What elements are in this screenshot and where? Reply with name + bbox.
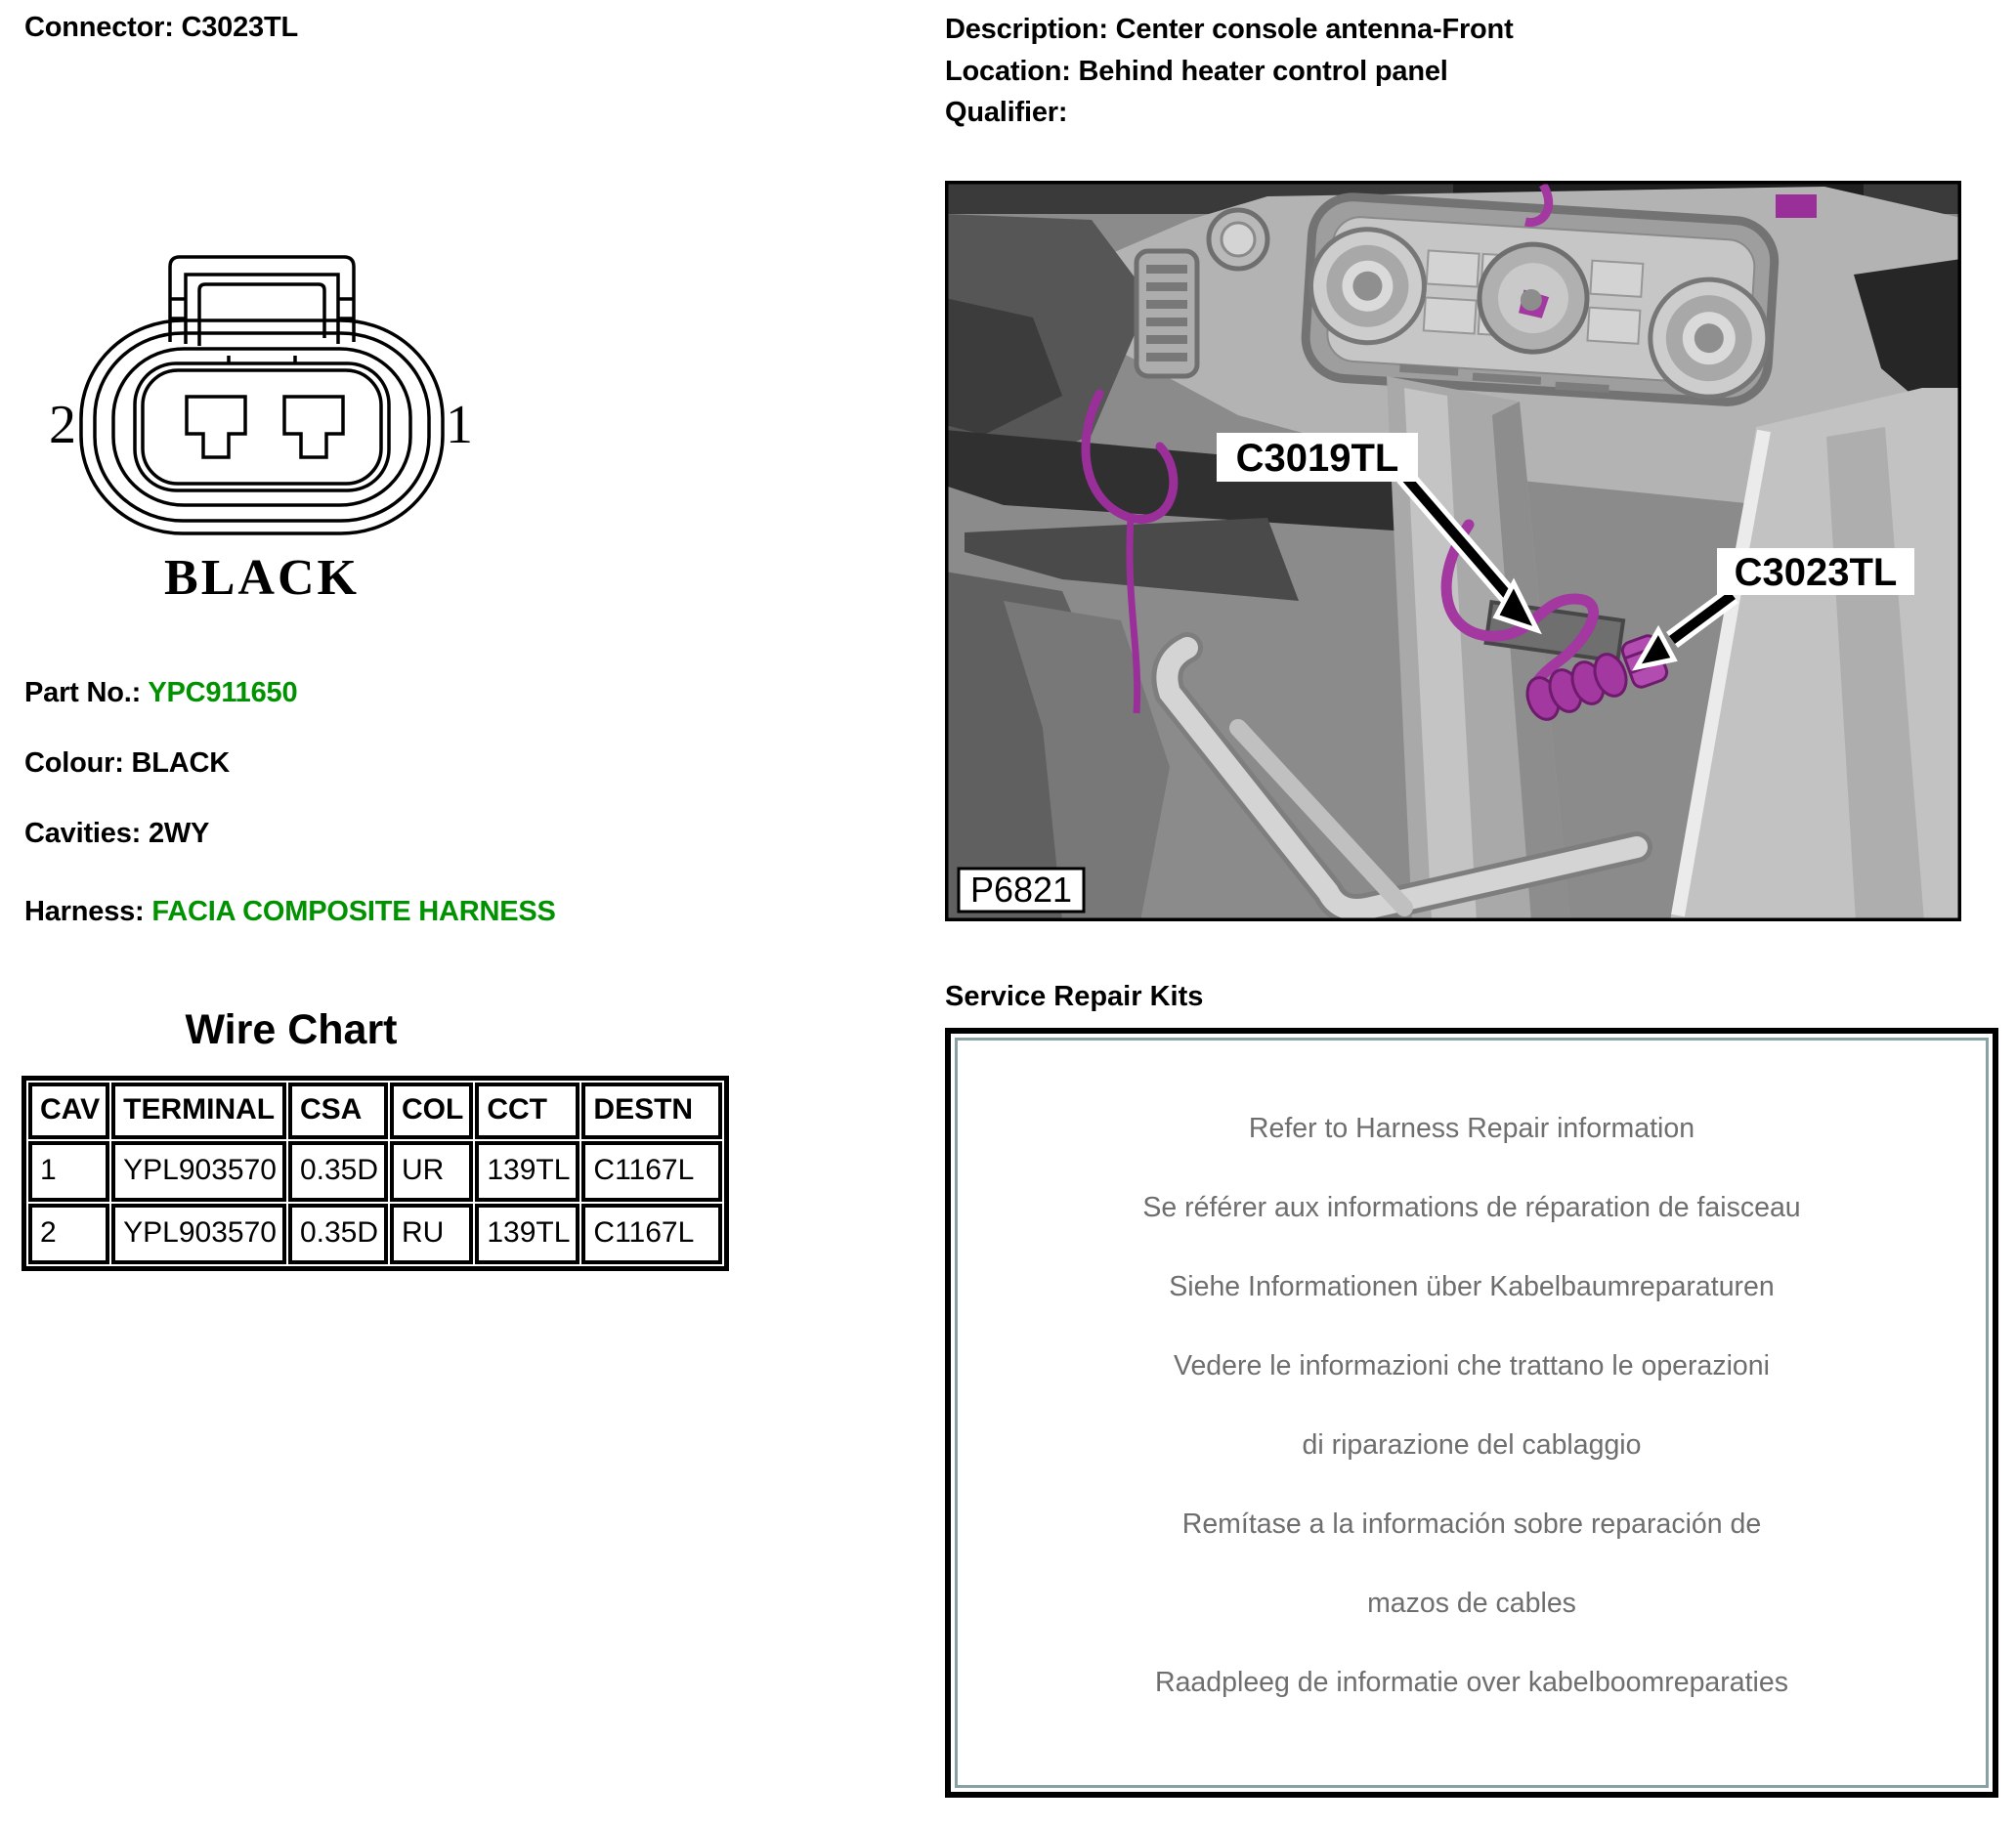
detail-colour	[24, 747, 230, 780]
detail-harness	[24, 896, 556, 928]
cavities-label: Cavities:	[24, 818, 142, 849]
service-line-it-1: Vedere le informazioni che trattano le operazioni	[1174, 1350, 1770, 1381]
service-repair-kits-box	[945, 1028, 1998, 1798]
part-no-value: YPC911650	[148, 677, 298, 708]
cell-cav: 1	[28, 1141, 109, 1202]
service-repair-kits-inner-border	[955, 1038, 1989, 1788]
col-header-csa: CSA	[288, 1083, 388, 1139]
heater-control-panel	[1304, 194, 1777, 404]
colour-label: Colour:	[24, 747, 124, 779]
side-vent	[1137, 251, 1197, 376]
cell-destn: C1167L	[581, 1141, 722, 1202]
cell-csa: 0.35D	[288, 1204, 388, 1264]
wire-chart-header-row	[28, 1083, 722, 1139]
cavities-value: 2WY	[148, 818, 210, 849]
wire-chart-table	[21, 1076, 729, 1271]
cell-terminal: YPL903570	[111, 1141, 286, 1202]
cell-cct: 139TL	[475, 1141, 579, 1202]
col-header-destn: DESTN	[581, 1083, 722, 1139]
service-repair-kits-title: Service Repair Kits	[945, 981, 1204, 1012]
harness-label: Harness:	[24, 896, 145, 927]
table-row	[28, 1141, 722, 1202]
cell-col: UR	[390, 1141, 473, 1202]
col-header-cav: CAV	[28, 1083, 109, 1139]
service-line-fr: Se référer aux informations de réparation de faisceau	[1142, 1192, 1801, 1223]
colour-value: BLACK	[131, 747, 231, 779]
service-line-de: Siehe Informationen über Kabelbaumreparaturen	[1169, 1271, 1775, 1302]
wire-chart-title: Wire Chart	[185, 1006, 398, 1053]
harness-value: FACIA COMPOSITE HARNESS	[151, 896, 556, 927]
connector-color-label: BLACK	[164, 550, 360, 606]
callout-c3019tl-label: C3019TL	[1235, 437, 1399, 480]
detail-part-no	[24, 677, 297, 709]
figure-id-badge	[959, 869, 1084, 912]
part-no-label: Part No.:	[24, 677, 142, 708]
table-row	[28, 1204, 722, 1264]
callout-c3023tl-label: C3023TL	[1734, 551, 1898, 594]
location-line: Location: Behind heater control panel	[945, 56, 1448, 87]
pin-number-1: 1	[446, 395, 473, 455]
pin-number-2: 2	[49, 395, 76, 455]
service-line-es-2: mazos de cables	[1367, 1588, 1576, 1619]
service-line-nl: Raadpleeg de informatie over kabelboomreparaties	[1155, 1667, 1788, 1698]
connector-outline	[81, 257, 443, 533]
col-header-cct: CCT	[475, 1083, 579, 1139]
location-photo	[945, 181, 1961, 921]
cell-col: RU	[390, 1204, 473, 1264]
terminal-cavity-2	[187, 397, 245, 457]
service-line-it-2: di riparazione del cablaggio	[1302, 1429, 1642, 1461]
cell-csa: 0.35D	[288, 1141, 388, 1202]
connector-title: Connector: C3023TL	[24, 12, 298, 43]
cell-cav: 2	[28, 1204, 109, 1264]
terminal-cavity-1	[284, 397, 343, 457]
detail-cavities	[24, 818, 209, 850]
col-header-terminal: TERMINAL	[111, 1083, 286, 1139]
figure-id-label: P6821	[969, 870, 1073, 910]
service-repair-kits-lines	[958, 1089, 1986, 1722]
qualifier-line: Qualifier:	[945, 97, 1068, 128]
service-line-en: Refer to Harness Repair information	[1248, 1113, 1695, 1144]
cell-terminal: YPL903570	[111, 1204, 286, 1264]
round-button	[1209, 210, 1267, 269]
description-line: Description: Center console antenna-Front	[945, 14, 1514, 45]
service-line-es-1: Remítase a la información sobre reparación de	[1181, 1508, 1762, 1540]
col-header-col: COL	[390, 1083, 473, 1139]
cell-destn: C1167L	[581, 1204, 722, 1264]
cell-cct: 139TL	[475, 1204, 579, 1264]
connector-pinout-diagram	[27, 174, 487, 609]
